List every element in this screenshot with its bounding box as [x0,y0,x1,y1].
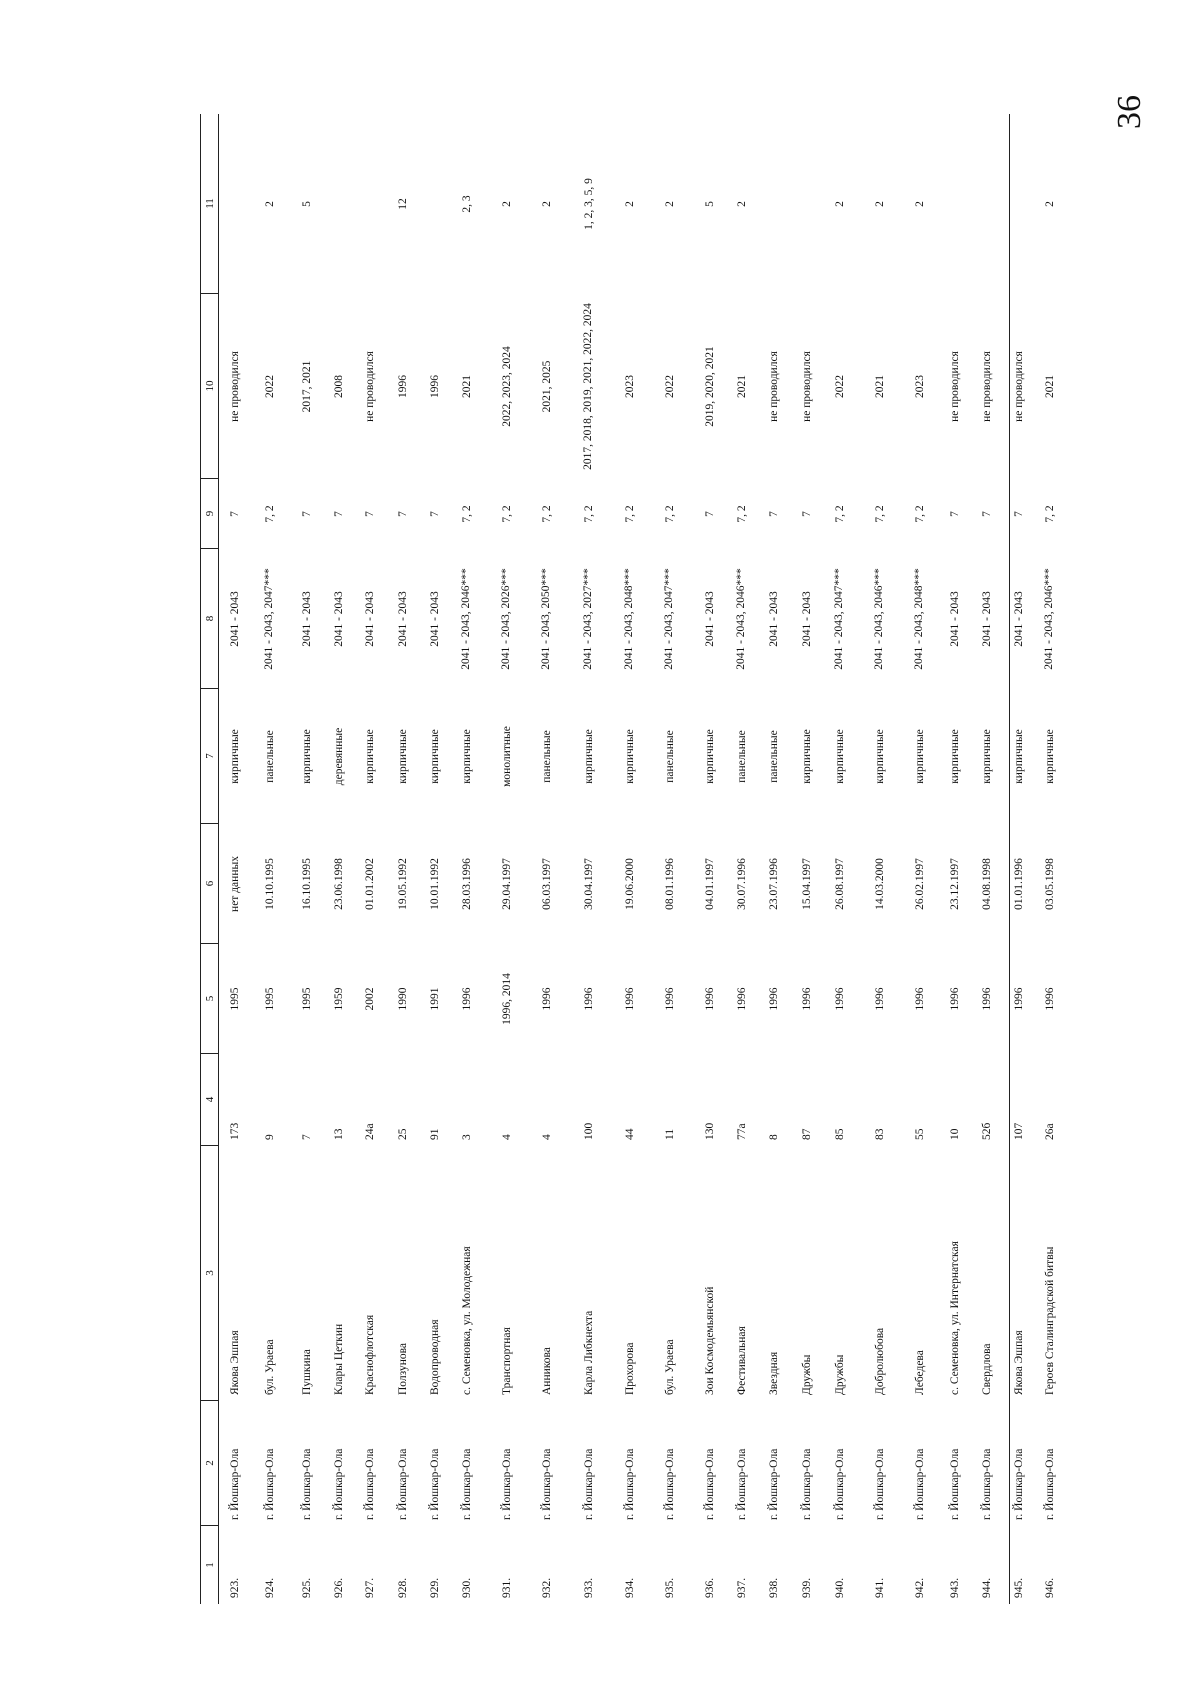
cell-repaired: 2022 [264,375,276,398]
cell-date: 03.05.1998 [1044,858,1056,910]
cell-repaired: 1996 [397,375,409,398]
cell-period: 2041 - 2043 [429,591,441,647]
header-cell: 3 [201,1146,219,1401]
cell-city: г. Йошкар-Ола [801,1448,813,1520]
header-cell: 6 [201,824,219,944]
cell-n: 925. [301,1577,313,1598]
cell-c11: 5 [704,201,716,207]
cell-street: Анникова [541,1347,553,1395]
cell-built: 1996 [583,987,595,1011]
cell-built: 2002 [364,987,376,1011]
cell-built: 1996, 2014 [501,973,513,1025]
cell-repaired: 1996 [429,375,441,398]
cell-street: Зои Космодемьянской [704,1286,716,1395]
cell-city: г. Йошкар-Ола [1013,1448,1025,1520]
cell-c9: 7, 2 [461,505,473,523]
cell-walls: кирпичные [981,729,993,784]
cell-house: 9 [264,1134,276,1140]
cell-c11: 2 [874,201,886,207]
cell-n: 939. [801,1577,813,1598]
page-number: 36 [1111,95,1148,129]
cell-walls: кирпичные [429,729,441,784]
cell-date: 04.08.1998 [981,858,993,910]
cell-street: Звездная [768,1351,780,1395]
cell-period: 2041 - 2043 [981,591,993,647]
cell-walls: кирпичные [874,729,886,784]
cell-period: 2041 - 2043, 2048*** [913,568,925,670]
cell-date: 06.03.1997 [541,858,553,910]
cell-walls: монолитные [501,726,513,787]
cell-date: 01.01.1996 [1013,858,1025,910]
cell-built: 1996 [768,987,780,1011]
cell-street: бул. Ураева [264,1339,276,1395]
cell-house: 7 [301,1134,313,1140]
cell-street: Добролюбова [874,1327,886,1395]
cell-house: 4 [541,1134,553,1140]
cell-date: 23.12.1997 [949,858,961,910]
cell-c9: 7, 2 [501,505,513,523]
cell-n: 926. [333,1577,345,1598]
cell-repaired: 2021 [874,375,886,398]
cell-walls: кирпичные [397,729,409,784]
cell-n: 930. [461,1577,473,1598]
cell-city: г. Йошкар-Ола [1044,1448,1056,1520]
cell-walls: панельные [736,730,748,783]
cell-n: 936. [704,1577,716,1598]
cell-house: 85 [834,1128,846,1140]
cell-period: 2041 - 2043, 2046*** [1043,568,1055,670]
header-cell: 10 [201,294,219,479]
header-cell: 11 [201,114,219,294]
cell-date: 19.05.1992 [397,858,409,910]
cell-street: Краснофлотская [364,1314,376,1395]
cell-built: 1996 [461,987,473,1011]
cell-period: 2041 - 2043 [229,591,241,647]
cell-n: 928. [397,1577,409,1598]
cell-repaired: не проводился [1013,351,1025,422]
cell-repaired: 2023 [914,375,926,398]
cell-house: 13 [333,1128,345,1140]
cell-city: г. Йошкар-Ола [583,1448,595,1520]
cell-c9: 7 [429,511,441,517]
cell-n: 927. [364,1577,376,1598]
cell-date: 26.02.1997 [914,858,926,910]
cell-built: 1995 [229,987,241,1011]
cell-n: 933. [583,1577,595,1598]
cell-built: 1996 [949,987,961,1011]
cell-walls: панельные [541,730,553,783]
cell-walls: кирпичные [949,729,961,784]
cell-repaired: 2008 [333,375,345,398]
cell-period: 2041 - 2043, 2048*** [623,568,635,670]
cell-date: 15.04.1997 [801,858,813,910]
cell-repaired: 2021 [1044,375,1056,398]
cell-city: г. Йошкар-Ола [461,1448,473,1520]
cell-city: г. Йошкар-Ола [834,1448,846,1520]
cell-city: г. Йошкар-Ола [704,1448,716,1520]
cell-built: 1996 [801,987,813,1011]
cell-street: Водопроводная [429,1319,441,1395]
cell-house: 55 [914,1128,926,1140]
cell-c11: 2 [736,201,748,207]
cell-date: 23.07.1996 [768,858,780,910]
cell-c11: 2 [1044,201,1056,207]
cell-built: 1996 [914,987,926,1011]
cell-c9: 7 [1013,511,1025,517]
cell-c9: 7, 2 [583,505,595,523]
cell-date: 29.04.1997 [501,858,513,910]
cell-house: 10 [949,1128,961,1140]
cell-c9: 7, 2 [914,505,926,523]
cell-city: г. Йошкар-Ола [229,1448,241,1520]
cell-walls: кирпичные [1044,729,1056,784]
cell-date: 08.01.1996 [664,858,676,910]
cell-city: г. Йошкар-Ола [501,1448,513,1520]
cell-date: нет данных [229,856,241,912]
cell-walls: кирпичные [583,729,595,784]
cell-c11: 12 [397,198,409,210]
cell-repaired: не проводился [768,351,780,422]
cell-built: 1959 [333,987,345,1011]
cell-c11: 1, 2, 3, 5, 9 [583,178,595,230]
cell-walls: кирпичные [914,729,926,784]
cell-walls: панельные [264,730,276,783]
cell-period: 2041 - 2043 [949,591,961,647]
cell-house: 52б [981,1122,993,1140]
cell-street: Якова Эшпая [229,1330,241,1395]
cell-city: г. Йошкар-Ола [301,1448,313,1520]
cell-n: 924. [264,1577,276,1598]
cell-city: г. Йошкар-Ола [949,1448,961,1520]
header-cell: 4 [201,1054,219,1146]
cell-street: Героев Сталинградской битвы [1044,1246,1056,1395]
cell-date: 01.01.2002 [364,858,376,910]
cell-c11: 2 [914,201,926,207]
cell-walls: кирпичные [461,729,473,784]
cell-house: 24а [364,1123,376,1140]
cell-street: бул. Ураева [664,1339,676,1395]
cell-built: 1996 [624,987,636,1011]
cell-n: 944. [981,1577,993,1598]
cell-street: Ползунова [397,1343,409,1395]
cell-walls: кирпичные [301,729,313,784]
cell-c9: 7 [229,511,241,517]
cell-city: г. Йошкар-Ола [736,1448,748,1520]
cell-street: Якова Эшпая [1013,1330,1025,1395]
cell-period: 2041 - 2043 [397,591,409,647]
cell-city: г. Йошкар-Ола [768,1448,780,1520]
cell-period: 2041 - 2043, 2027*** [582,568,594,670]
cell-street: Дружбы [801,1354,813,1395]
cell-c9: 7, 2 [736,505,748,523]
cell-city: г. Йошкар-Ола [333,1448,345,1520]
cell-city: г. Йошкар-Ола [541,1448,553,1520]
cell-c11: 2 [624,201,636,207]
cell-repaired: 2019, 2020, 2021 [704,346,716,427]
cell-street: Свердлова [981,1343,993,1395]
cell-n: 946. [1044,1577,1056,1598]
cell-c9: 7 [801,511,813,517]
cell-n: 923. [229,1577,241,1598]
table-wrapper [200,114,1056,1604]
header-cell: 5 [201,944,219,1054]
cell-period: 2041 - 2043, 2026*** [500,568,512,670]
cell-walls: кирпичные [704,729,716,784]
cell-city: г. Йошкар-Ола [664,1448,676,1520]
cell-built: 1991 [429,987,441,1011]
cell-date: 10.01.1992 [429,858,441,910]
cell-repaired: 2021 [461,375,473,398]
cell-period: 2041 - 2043, 2047*** [833,568,845,670]
cell-house: 25 [397,1128,409,1140]
cell-city: г. Йошкар-Ола [874,1448,886,1520]
cell-house: 26а [1044,1123,1056,1140]
cell-n: 935. [664,1577,676,1598]
cell-walls: кирпичные [1013,729,1025,784]
cell-house: 11 [664,1128,676,1140]
cell-period: 2041 - 2043, 2047*** [663,568,675,670]
cell-repaired: не проводился [981,351,993,422]
table-header [201,114,219,1604]
cell-c9: 7 [397,511,409,517]
cell-walls: кирпичные [624,729,636,784]
cell-house: 130 [704,1122,716,1140]
cell-walls: панельные [768,730,780,783]
cell-c11: 5 [301,201,313,207]
cell-period: 2041 - 2043 [1013,591,1025,647]
cell-house: 100 [583,1122,595,1140]
cell-street: Пушкина [301,1349,313,1395]
cell-repaired: 2022 [834,375,846,398]
cell-built: 1996 [981,987,993,1011]
cell-c9: 7, 2 [1044,505,1056,523]
cell-repaired: 2023 [624,375,636,398]
cell-city: г. Йошкар-Ола [429,1448,441,1520]
cell-repaired: 2021, 2025 [541,360,553,413]
cell-n: 943. [949,1577,961,1598]
cell-street: Фестивальная [736,1326,748,1395]
cell-street: с. Семеновка, ул. Интернатская [949,1241,961,1395]
cell-city: г. Йошкар-Ола [397,1448,409,1520]
header-cell: 2 [201,1401,219,1526]
cell-date: 04.01.1997 [704,858,716,910]
cell-n: 937. [736,1577,748,1598]
cell-built: 1996 [874,987,886,1011]
cell-city: г. Йошкар-Ола [981,1448,993,1520]
cell-c11: 2 [264,201,276,207]
cell-date: 23.06.1998 [333,858,345,910]
cell-c9: 7, 2 [541,505,553,523]
data-table [200,114,1056,1604]
cell-repaired: 2022 [664,375,676,398]
cell-street: Клары Цеткин [333,1323,345,1395]
cell-c9: 7, 2 [834,505,846,523]
cell-c9: 7 [364,511,376,517]
cell-period: 2041 - 2043 [801,591,813,647]
cell-period: 2041 - 2043 [364,591,376,647]
header-cell: 8 [201,549,219,689]
cell-n: 931. [501,1577,513,1598]
cell-period: 2041 - 2043 [768,591,780,647]
cell-built: 1990 [397,987,409,1011]
cell-period: 2041 - 2043 [333,591,345,647]
cell-house: 83 [874,1128,886,1140]
cell-n: 934. [624,1577,636,1598]
cell-built: 1995 [264,987,276,1011]
cell-street: Лебедева [914,1350,926,1395]
cell-city: г. Йошкар-Ола [914,1448,926,1520]
cell-repaired: 2021 [736,375,748,398]
cell-walls: панельные [664,730,676,783]
cell-c9: 7, 2 [874,505,886,523]
cell-c11: 2 [541,201,553,207]
cell-period: 2041 - 2043, 2047*** [263,568,275,670]
cell-built: 1996 [834,987,846,1011]
cell-c9: 7, 2 [664,505,676,523]
cell-n: 940. [834,1577,846,1598]
cell-built: 1996 [541,987,553,1011]
cell-date: 26.08.1997 [834,858,846,910]
cell-house: 87 [801,1128,813,1140]
cell-street: Транспортная [501,1327,513,1395]
cell-repaired: не проводился [229,351,241,422]
cell-period: 2041 - 2043, 2046*** [460,568,472,670]
cell-built: 1995 [301,987,313,1011]
cell-built: 1996 [736,987,748,1011]
cell-c9: 7, 2 [264,505,276,523]
cell-c11: 2 [834,201,846,207]
cell-built: 1996 [1044,987,1056,1011]
cell-date: 30.07.1996 [736,858,748,910]
header-cell: 7 [201,689,219,824]
cell-c9: 7 [704,511,716,517]
cell-city: г. Йошкар-Ола [624,1448,636,1520]
cell-n: 938. [768,1577,780,1598]
header-cell: 1 [204,1562,216,1568]
cell-house: 91 [429,1128,441,1140]
cell-street: Карла Либкнехта [583,1310,595,1395]
cell-n: 945. [1013,1577,1025,1598]
cell-house: 3 [461,1134,473,1140]
cell-n: 932. [541,1577,553,1598]
cell-date: 19.06.2000 [624,858,636,910]
cell-c11: 2 [664,201,676,207]
cell-c9: 7 [301,511,313,517]
cell-c9: 7 [768,511,780,517]
cell-repaired: не проводился [949,351,961,422]
cell-city: г. Йошкар-Ола [264,1448,276,1520]
cell-date: 30.04.1997 [583,858,595,910]
cell-repaired: не проводился [364,351,376,422]
cell-n: 942. [914,1577,926,1598]
cell-c11: 2, 3 [461,195,473,213]
cell-repaired: 2017, 2018, 2019, 2021, 2022, 2024 [582,303,594,470]
cell-period: 2041 - 2043 [301,591,313,647]
header-cell: 9 [201,479,219,549]
cell-walls: кирпичные [229,729,241,784]
cell-built: 1996 [704,987,716,1011]
cell-date: 28.03.1996 [461,858,473,910]
cell-city: г. Йошкар-Ола [364,1448,376,1520]
cell-street: с. Семеновка, ул. Молодежная [461,1246,473,1395]
cell-c11: 2 [501,201,513,207]
cell-built: 1996 [664,987,676,1011]
cell-c9: 7 [333,511,345,517]
cell-walls: кирпичные [834,729,846,784]
cell-house: 77а [736,1123,748,1140]
cell-period: 2041 - 2043 [704,591,716,647]
cell-n: 941. [874,1577,886,1598]
cell-repaired: 2017, 2021 [301,360,313,413]
cell-house: 173 [229,1122,241,1140]
cell-house: 4 [501,1134,513,1140]
cell-n: 929. [429,1577,441,1598]
cell-c9: 7, 2 [624,505,636,523]
cell-period: 2041 - 2043, 2046*** [735,568,747,670]
cell-repaired: не проводился [801,351,813,422]
cell-date: 14.03.2000 [874,858,886,910]
cell-period: 2041 - 2043, 2050*** [540,568,552,670]
cell-c9: 7 [981,511,993,517]
cell-c9: 7 [949,511,961,517]
cell-walls: кирпичные [801,729,813,784]
cell-street: Прохорова [624,1342,636,1395]
cell-repaired: 2022, 2023, 2024 [501,346,513,427]
cell-period: 2041 - 2043, 2046*** [873,568,885,670]
cell-date: 10.10.1995 [264,858,276,910]
cell-house: 8 [768,1134,780,1140]
cell-street: Дружбы [834,1354,846,1395]
cell-date: 16.10.1995 [301,858,313,910]
cell-walls: кирпичные [364,729,376,784]
cell-house: 107 [1013,1122,1025,1140]
cell-built: 1996 [1013,987,1025,1011]
cell-house: 44 [624,1128,636,1140]
cell-walls: деревянные [333,727,345,786]
